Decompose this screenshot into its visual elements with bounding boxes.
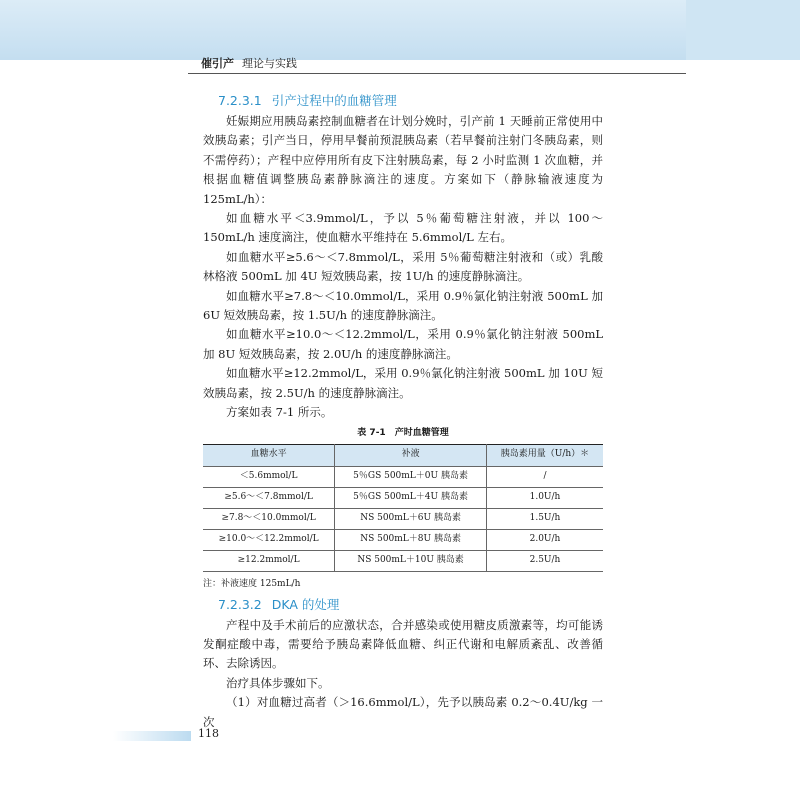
table-cell: 2.5U/h: [486, 550, 603, 571]
top-decorative-band: [0, 0, 800, 60]
table-row: [203, 508, 603, 529]
table-cell: 1.5U/h: [486, 508, 603, 529]
section-heading-7-2-3-2: [203, 596, 603, 614]
table-header-cell: 血糖水平: [203, 444, 335, 466]
page-number: 118: [198, 727, 219, 740]
table-cell: 5％GS 500mL＋0U 胰岛素: [335, 466, 487, 487]
header-rule: [188, 73, 686, 74]
table-cell: 1.0U/h: [486, 487, 603, 508]
section-number: 7.2.3.1: [218, 93, 262, 108]
page-content: [203, 92, 603, 732]
table-cell: ≥7.8～＜10.0mmol/L: [203, 508, 335, 529]
table-cell: 2.0U/h: [486, 529, 603, 550]
table-note: 注：补液速度 125mL/h: [203, 578, 301, 589]
table-row: [203, 466, 603, 487]
table-cell: NS 500mL＋8U 胰岛素: [335, 529, 487, 550]
paragraph: 如血糖水平≥10.0～＜12.2mmol/L，采用 0.9％氯化钠注射液 500mL 加 8U 短效胰岛素，按 2.0U/h 的速度静脉滴注。: [203, 327, 603, 361]
section-title: 引产过程中的血糖管理: [271, 93, 397, 108]
paragraph: 方案如表 7-1 所示。: [226, 405, 333, 420]
table-caption: 表 7-1 产时血糖管理: [357, 427, 449, 438]
paragraph: 如血糖水平＜3.9mmol/L，予以 5％葡萄糖注射液，并以 100～150mL/h 速度滴注，使血糖水平维持在 5.6mmol/L 左右。: [203, 211, 603, 245]
footer-decorative-bar: [113, 731, 191, 741]
table-cell: NS 500mL＋10U 胰岛素: [335, 550, 487, 571]
table-header-cell: 胰岛素用量（U/h）＊: [486, 444, 603, 466]
table-cell: NS 500mL＋6U 胰岛素: [335, 508, 487, 529]
paragraph: 治疗具体步骤如下。: [226, 675, 330, 690]
section-title: DKA 的处理: [271, 596, 340, 612]
paragraph: 如血糖水平≥12.2mmol/L，采用 0.9％氯化钠注射液 500mL 加 10U 短效胰岛素，按 2.5U/h 的速度静脉滴注。: [203, 366, 603, 400]
paragraph: 如血糖水平≥5.6～＜7.8mmol/L，采用 5％葡萄糖注射液和（或）乳酸林格液 500mL 加 4U 短效胰岛素，按 1U/h 的速度静脉滴注。: [203, 249, 603, 284]
table-cell: ≥5.6～＜7.8mmol/L: [203, 487, 335, 508]
table-cell: /: [486, 466, 603, 487]
table-header-row: [203, 444, 603, 466]
table-cell: ≥12.2mmol/L: [203, 550, 335, 571]
table-cell: ≥10.0～＜12.2mmol/L: [203, 529, 335, 550]
book-title: 催引产: [201, 57, 234, 70]
section-number: 7.2.3.2: [218, 596, 262, 612]
paragraph: 如血糖水平≥7.8～＜10.0mmol/L，采用 0.9％氯化钠注射液 500mL 加 6U 短效胰岛素，按 1.5U/h 的速度静脉滴注。: [203, 288, 603, 323]
glucose-management-table: [203, 444, 603, 572]
paragraph: （1）对血糖过高者（＞16.6mmol/L），先予以胰岛素 0.2～0.4U/kg 一次: [203, 695, 603, 729]
book-subtitle: 理论与实践: [242, 57, 297, 70]
table-row: [203, 529, 603, 550]
table-cell: ＜5.6mmol/L: [203, 466, 335, 487]
table-cell: 5％GS 500mL＋4U 胰岛素: [335, 487, 487, 508]
table-row: [203, 550, 603, 571]
top-right-band: [686, 0, 800, 60]
table-header-cell: 补液: [335, 444, 487, 466]
paragraph: 产程中及手术前后的应激状态，合并感染或使用糖皮质激素等，均可能诱发酮症酸中毒，需要给予胰岛素降低血糖、纠正代谢和电解质紊乱、改善循环、去除诱因。: [203, 617, 603, 671]
paragraph: 妊娠期应用胰岛素控制血糖者在计划分娩时，引产前 1 天睡前正常使用中效胰岛素；引产当日，停用早餐前预混胰岛素（若早餐前注射门冬胰岛素，则不需停药）；产程中应停用所有皮下注射胰岛素，每 2 小时监测 1 次血糖，并根据血糖值调整胰岛素静脉滴注的速度。方案如下（静脉输液速度为125mL/h）：: [203, 114, 603, 206]
table-row: [203, 487, 603, 508]
section-heading-7-2-3-1: [203, 92, 603, 110]
running-header: [201, 55, 297, 71]
